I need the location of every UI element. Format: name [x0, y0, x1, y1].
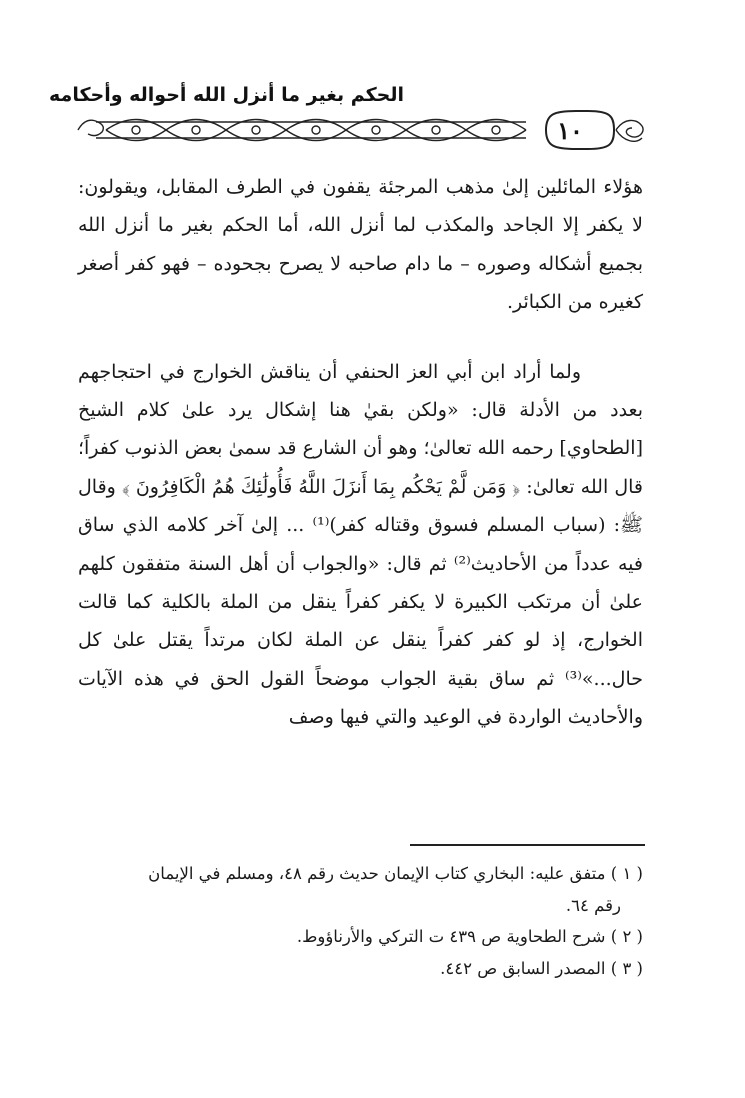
- footnote-1-text: ( ١ ) متفق عليه: البخاري كتاب الإيمان حديث رقم ٤٨، ومسلم في الإيمان: [148, 864, 643, 883]
- footnote-1: [78, 858, 643, 921]
- footnote-1-continuation: رقم ٦٤.: [565, 895, 621, 915]
- footnote-divider: [410, 844, 645, 846]
- footnote-3: [78, 953, 643, 985]
- running-title: الحكم بغير ما أنزل الله أحواله وأحكامه: [49, 84, 404, 106]
- footnotes: [78, 858, 643, 984]
- paragraph-2: ولما أراد ابن أبي العز الحنفي أن يناقش الخوارج في احتجاجهم بعدد من الأدلة قال: «ولكن بقيٰ هنا إشكال يرد علىٰ كلام الشيخ [الطحاوي] رحمه الله تعالىٰ؛ وهو أن الشارع قد سمىٰ بعض الذنوب كفراً؛ قال الله تعالىٰ: ﴿ وَمَن لَّمْ يَحْكُم بِمَا أَنزَلَ اللَّهُ فَأُولَٰئِكَ هُمُ الْكَافِرُونَ ﴾ وقال ﷺ: (سباب المسلم فسوق وقتاله كفر)⁽¹⁾ ... إلىٰ آخر كلامه الذي ساق فيه عدداً من الأحاديث⁽²⁾ ثم قال: «والجواب أن أهل السنة متفقون كلهم علىٰ أن مرتكب الكبيرة لا يكفر كفراً ينقل من الملة بالكلية كما قالت الخوارج، إذ لو كفر كفراً ينقل عن الملة لكان مرتداً يقتل علىٰ كل حال...»⁽³⁾ ثم ساق بقية الجواب موضحاً القول الحق في هذه الآيات والأحاديث الواردة في الوعيد والتي فيها وصف: [78, 360, 643, 729]
- footnote-2: [78, 921, 643, 953]
- main-text: [78, 168, 643, 737]
- footnote-2-text: ( ٢ ) شرح الطحاوية ص ٤٣٩ ت التركي والأرناؤوط.: [296, 927, 643, 946]
- paragraph-1: هؤلاء المائلين إلىٰ مذهب المرجئة يقفون في الطرف المقابل، ويقولون: لا يكفر إلا الجاحد والمكذب لما أنزل الله، أما الحكم بغير ما أنزل الله بجميع أشكاله وصوره – ما دام صاحبه لا يصرح بجحوده – فهو كفر أصغر كغيره من الكبائر.: [78, 176, 643, 314]
- page-number: ١٠: [557, 115, 583, 145]
- footnote-3-text: ( ٣ ) المصدر السابق ص ٤٤٢.: [440, 958, 643, 978]
